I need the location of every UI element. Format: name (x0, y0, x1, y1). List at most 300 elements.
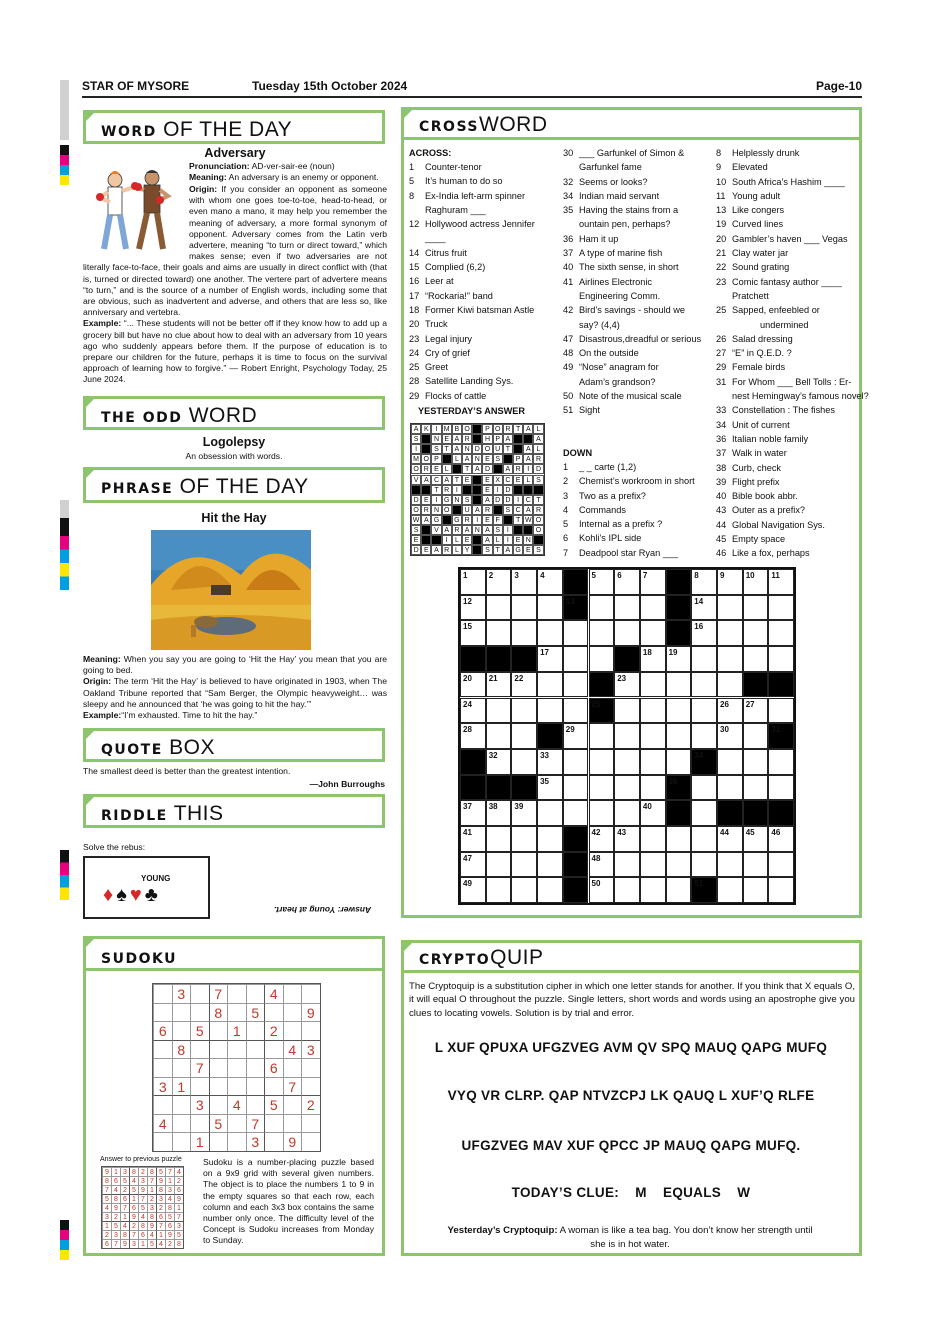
answer-black-cell (421, 444, 431, 454)
grid-cell[interactable] (460, 569, 486, 595)
grid-cell[interactable] (768, 877, 794, 903)
grid-cell[interactable] (640, 672, 666, 698)
grid-cell[interactable] (537, 800, 563, 826)
sudoku-cell[interactable] (227, 1058, 246, 1077)
grid-cell[interactable] (537, 698, 563, 724)
sudoku-cell[interactable]: 7 (246, 1114, 265, 1133)
grid-cell[interactable] (666, 852, 692, 878)
grid-cell[interactable] (589, 620, 615, 646)
answer-cell: V (411, 475, 421, 485)
grid-cell[interactable] (563, 800, 589, 826)
answer-cell: A (452, 444, 462, 454)
pron: AD-ver-sair-ee (noun) (251, 161, 335, 171)
sudoku-cell[interactable]: 5 (264, 1095, 283, 1114)
sudoku-cell[interactable] (246, 1058, 265, 1077)
sudoku-cell[interactable]: 6 (153, 1021, 172, 1040)
grid-cell[interactable] (614, 800, 640, 826)
answer-black-cell (493, 505, 503, 515)
grid-cell[interactable] (563, 723, 589, 749)
grid-cell[interactable] (486, 877, 512, 903)
sudoku-cell[interactable] (264, 1040, 283, 1059)
answer-cell: I (431, 424, 441, 434)
grid-cell[interactable] (640, 595, 666, 621)
grid-cell[interactable] (486, 698, 512, 724)
grid-cell[interactable] (743, 698, 769, 724)
grid-cell[interactable] (743, 775, 769, 801)
grid-cell[interactable] (563, 672, 589, 698)
sudoku-cell[interactable] (153, 984, 172, 1003)
grid-cell[interactable] (511, 723, 537, 749)
cell-number: 12 (463, 596, 472, 606)
answer-cell: O (533, 515, 543, 525)
sudoku-cell[interactable] (283, 1114, 302, 1133)
sudoku-cell[interactable] (283, 984, 302, 1003)
sudoku-cell[interactable] (246, 1040, 265, 1059)
sudoku-cell[interactable] (153, 1132, 172, 1151)
grid-cell[interactable] (589, 852, 615, 878)
grid-cell[interactable] (460, 595, 486, 621)
clue-number: 7 (563, 547, 569, 558)
grid-cell[interactable] (691, 723, 717, 749)
grid-cell[interactable] (614, 698, 640, 724)
grid-cell[interactable] (537, 775, 563, 801)
black-cell (563, 852, 589, 878)
grid-cell[interactable] (614, 826, 640, 852)
grid-cell[interactable] (486, 749, 512, 775)
clue-row (563, 160, 701, 174)
grid-cell[interactable] (537, 672, 563, 698)
grid-cell[interactable] (537, 620, 563, 646)
grid-cell[interactable] (589, 775, 615, 801)
grid-cell[interactable] (743, 877, 769, 903)
sudoku-cell[interactable] (190, 1077, 209, 1096)
sudoku-cell[interactable]: 5 (246, 1003, 265, 1022)
grid-cell[interactable] (537, 826, 563, 852)
grid-cell[interactable] (768, 569, 794, 595)
answer-cell: D (411, 495, 421, 505)
clue-text: “E” in Q.E.D. ? (732, 348, 792, 359)
sudoku-answer-cell: 6 (165, 1221, 174, 1230)
sudoku-cell[interactable]: 1 (227, 1021, 246, 1040)
grid-cell[interactable] (666, 698, 692, 724)
grid-cell[interactable] (511, 620, 537, 646)
grid-cell[interactable] (486, 852, 512, 878)
grid-cell[interactable] (614, 672, 640, 698)
grid-cell[interactable] (691, 672, 717, 698)
sudoku-cell[interactable] (246, 1095, 265, 1114)
grid-cell[interactable] (768, 620, 794, 646)
sudoku-answer-cell: 1 (138, 1239, 147, 1248)
grid-cell[interactable] (614, 595, 640, 621)
sudoku-cell[interactable] (264, 1077, 283, 1096)
answer-cell: A (503, 434, 513, 444)
sudoku-cell[interactable] (172, 1095, 191, 1114)
grid-cell[interactable] (460, 826, 486, 852)
cq-intro: The Cryptoquip is a substitution cipher in which one letter stands for another. If you think that X equals O, it will equal O throughout the puzzle. Single letters, short words and words using an apostrophe give you clues to locating vowels. Solution is by trial and error. (409, 981, 855, 1019)
sudoku-cell[interactable]: 4 (283, 1040, 302, 1059)
grid-cell[interactable] (768, 698, 794, 724)
grid-cell[interactable] (717, 620, 743, 646)
black-cell (768, 672, 794, 698)
grid-cell[interactable] (691, 775, 717, 801)
grid-cell[interactable] (511, 749, 537, 775)
sudoku-cell[interactable] (209, 1040, 228, 1059)
sudoku-cell[interactable]: 8 (172, 1040, 191, 1059)
grid-cell[interactable] (614, 749, 640, 775)
sudoku-cell[interactable]: 7 (209, 984, 228, 1003)
grid-cell[interactable] (537, 877, 563, 903)
grid-cell[interactable] (768, 775, 794, 801)
grid-cell[interactable] (589, 877, 615, 903)
sudoku-cell[interactable] (172, 1058, 191, 1077)
sudoku-cell[interactable]: 9 (283, 1132, 302, 1151)
sudoku-cell[interactable] (301, 984, 320, 1003)
sudoku-cell[interactable] (153, 1040, 172, 1059)
answer-black-cell (442, 454, 452, 464)
grid-cell[interactable] (717, 698, 743, 724)
grid-cell[interactable] (640, 775, 666, 801)
answer-cell: D (503, 495, 513, 505)
sudoku-cell[interactable] (227, 1077, 246, 1096)
phrase-meaning: When you say you are going to ‘Hit the Hay’ you mean that you are going to bed. (83, 654, 387, 676)
cell-number: 3 (514, 571, 519, 580)
grid-cell[interactable] (589, 646, 615, 672)
clue-text: Helplessly drunk (732, 148, 800, 158)
answer-cell: G (513, 545, 523, 555)
grid-cell[interactable] (717, 646, 743, 672)
grid-cell[interactable] (691, 620, 717, 646)
grid-cell[interactable] (691, 569, 717, 595)
clue-number: 35 (563, 205, 574, 216)
grid-cell[interactable] (614, 620, 640, 646)
sudoku-cell[interactable] (153, 1095, 172, 1114)
grid-cell[interactable] (666, 749, 692, 775)
grid-cell[interactable] (743, 646, 769, 672)
sudoku-cell[interactable] (227, 1040, 246, 1059)
phrase-example: “I’m exhausted. Time to hit the hay.” (121, 710, 258, 721)
grid-cell[interactable] (743, 749, 769, 775)
down-label: DOWN (563, 448, 593, 458)
sudoku-cell[interactable]: 4 (153, 1114, 172, 1133)
sudoku-cell[interactable] (246, 1077, 265, 1096)
grid-cell[interactable] (563, 620, 589, 646)
sudoku-cell[interactable] (264, 1003, 283, 1022)
sudoku-cell[interactable]: 2 (301, 1095, 320, 1114)
grid-cell[interactable] (460, 723, 486, 749)
sudoku-answer-cell: 1 (111, 1167, 120, 1176)
sudoku-cell[interactable] (153, 1058, 172, 1077)
sudoku-cell[interactable]: 7 (190, 1058, 209, 1077)
grid-cell[interactable] (691, 800, 717, 826)
sudoku-cell[interactable]: 5 (190, 1021, 209, 1040)
sudoku-cell[interactable] (190, 1003, 209, 1022)
sudoku-cell[interactable] (283, 1095, 302, 1114)
sudoku-cell[interactable] (209, 1095, 228, 1114)
grid-cell[interactable] (640, 569, 666, 595)
sudoku-cell[interactable]: 3 (246, 1132, 265, 1151)
grid-cell[interactable] (537, 852, 563, 878)
sudoku-answer-cell: 4 (102, 1203, 111, 1212)
grid-cell[interactable] (717, 877, 743, 903)
clue-number: 39 (716, 476, 727, 487)
grid-cell[interactable] (666, 826, 692, 852)
grid-cell[interactable] (537, 749, 563, 775)
clue-row (409, 289, 535, 303)
grid-cell[interactable] (743, 569, 769, 595)
grid-cell[interactable] (691, 826, 717, 852)
sudoku-cell[interactable] (209, 1058, 228, 1077)
grid-cell[interactable] (589, 826, 615, 852)
grid-cell[interactable] (460, 698, 486, 724)
clue-number: 1 (409, 162, 415, 172)
grid-cell[interactable] (563, 698, 589, 724)
grid-cell[interactable] (563, 775, 589, 801)
clue-number: 20 (409, 319, 420, 330)
grid-cell[interactable] (614, 852, 640, 878)
sudoku-cell[interactable] (172, 1132, 191, 1151)
sudoku-cell[interactable] (227, 1132, 246, 1151)
answer-cell: A (411, 424, 421, 434)
sudoku-cell[interactable]: 4 (264, 984, 283, 1003)
grid-cell[interactable] (743, 852, 769, 878)
sudoku-answer-cell: 1 (129, 1194, 138, 1203)
sudoku-cell[interactable] (301, 1077, 320, 1096)
grid-cell[interactable] (614, 877, 640, 903)
black-cell (511, 646, 537, 672)
cell-number: 47 (463, 853, 472, 863)
sudoku-grid[interactable] (152, 983, 321, 1152)
answer-cell: E (513, 535, 523, 545)
grid-cell[interactable] (717, 569, 743, 595)
sudoku-cell[interactable]: 3 (301, 1040, 320, 1059)
grid-cell[interactable] (589, 723, 615, 749)
grid-cell[interactable] (614, 723, 640, 749)
grid-cell[interactable] (589, 569, 615, 595)
black-cell (589, 672, 615, 698)
grid-cell[interactable] (666, 672, 692, 698)
grid-cell[interactable] (717, 852, 743, 878)
grid-cell[interactable] (486, 595, 512, 621)
sudoku-cell[interactable]: 2 (264, 1021, 283, 1040)
grid-cell[interactable] (743, 723, 769, 749)
sudoku-cell[interactable]: 3 (190, 1095, 209, 1114)
grid-cell[interactable] (589, 800, 615, 826)
sudoku-cell[interactable] (209, 1132, 228, 1151)
answer-cell: A (523, 454, 533, 464)
grid-cell[interactable] (563, 749, 589, 775)
grid-cell[interactable] (691, 646, 717, 672)
sudoku-cell[interactable] (283, 1021, 302, 1040)
sudoku-cell[interactable] (209, 1021, 228, 1040)
clue-number: 5 (563, 519, 569, 530)
grid-cell[interactable] (640, 749, 666, 775)
grid-cell[interactable] (511, 877, 537, 903)
cell-number: 25 (591, 699, 601, 709)
grid-cell[interactable] (743, 595, 769, 621)
clue-number: 38 (716, 462, 727, 473)
clue-text: Gambler’s haven ___ Vegas (732, 233, 848, 244)
grid-cell[interactable] (460, 877, 486, 903)
answer-cell: A (523, 424, 533, 434)
grid-cell[interactable] (666, 646, 692, 672)
sudoku-cell[interactable]: 3 (153, 1077, 172, 1096)
grid-cell[interactable] (717, 826, 743, 852)
grid-cell[interactable] (589, 595, 615, 621)
grid-cell[interactable] (460, 852, 486, 878)
sudoku-cell[interactable] (301, 1021, 320, 1040)
cell-number: 35 (540, 776, 549, 786)
sudoku-answer-cell: 3 (156, 1194, 165, 1203)
sudoku-cell[interactable]: 5 (209, 1114, 228, 1133)
crossword-title-small: CROSS (419, 119, 479, 135)
grid-cell[interactable] (486, 723, 512, 749)
answer-cell: A (421, 475, 431, 485)
grid-cell[interactable] (768, 646, 794, 672)
cell-number: 5 (591, 571, 596, 580)
grid-cell[interactable] (640, 877, 666, 903)
clue-text: Global Navigation Sys. (732, 519, 825, 530)
grid-cell[interactable] (640, 852, 666, 878)
sudoku-cell[interactable] (301, 1132, 320, 1151)
grid-cell[interactable] (537, 646, 563, 672)
grid-cell[interactable] (640, 800, 666, 826)
sudoku-cell[interactable] (301, 1058, 320, 1077)
sudoku-cell[interactable] (283, 1058, 302, 1077)
cell-number: 33 (540, 750, 549, 760)
grid-cell[interactable] (589, 749, 615, 775)
clue-row (563, 517, 695, 531)
grid-cell[interactable] (486, 672, 512, 698)
grid-cell[interactable] (511, 672, 537, 698)
clue-number: 24 (409, 347, 420, 358)
grid-cell[interactable] (768, 852, 794, 878)
sudoku-cell[interactable] (190, 1040, 209, 1059)
sudoku-answer-cell: 4 (174, 1167, 183, 1176)
sudoku-cell[interactable]: 1 (172, 1077, 191, 1096)
grid-cell[interactable] (717, 775, 743, 801)
grid-cell[interactable] (640, 723, 666, 749)
grid-cell[interactable] (768, 826, 794, 852)
grid-cell[interactable] (717, 672, 743, 698)
sudoku-cell[interactable]: 6 (264, 1058, 283, 1077)
sudoku-answer-cell: 5 (120, 1176, 129, 1185)
grid-cell[interactable] (614, 569, 640, 595)
sudoku-cell[interactable] (264, 1132, 283, 1151)
answer-cell: F (493, 515, 503, 525)
sudoku-cell[interactable]: 4 (227, 1095, 246, 1114)
sudoku-cell[interactable] (264, 1114, 283, 1133)
grid-cell[interactable] (511, 826, 537, 852)
sudoku-cell[interactable] (190, 1114, 209, 1133)
clue-row (716, 246, 869, 260)
grid-cell[interactable] (537, 569, 563, 595)
answer-cell: A (472, 464, 482, 474)
grid-cell[interactable] (691, 852, 717, 878)
clue-row (409, 260, 535, 274)
grid-cell[interactable] (511, 800, 537, 826)
black-cell (460, 749, 486, 775)
grid-cell[interactable] (511, 852, 537, 878)
answer-cell: L (493, 535, 503, 545)
grid-cell[interactable] (717, 595, 743, 621)
sudoku-cell[interactable]: 3 (172, 984, 191, 1003)
sudoku-cell[interactable] (227, 1114, 246, 1133)
grid-cell[interactable] (486, 800, 512, 826)
sudoku-cell[interactable] (227, 1003, 246, 1022)
grid-cell[interactable] (537, 595, 563, 621)
sudoku-cell[interactable] (227, 984, 246, 1003)
sudoku-cell[interactable]: 8 (209, 1003, 228, 1022)
answer-cell: E (482, 485, 492, 495)
cell-number: 34 (694, 750, 704, 760)
clue-text: Complied (6,2) (425, 262, 486, 273)
grid-cell[interactable] (743, 826, 769, 852)
grid-cell[interactable] (691, 595, 717, 621)
sudoku-cell[interactable] (246, 984, 265, 1003)
grid-cell[interactable] (691, 698, 717, 724)
answer-cell: I (523, 464, 533, 474)
sudoku-cell[interactable] (153, 1003, 172, 1022)
sudoku-cell[interactable]: 1 (190, 1132, 209, 1151)
grid-cell[interactable] (511, 595, 537, 621)
cell-number: 32 (488, 750, 498, 760)
sudoku-cell[interactable]: 9 (301, 1003, 320, 1022)
sudoku-cell[interactable] (172, 1021, 191, 1040)
grid-cell[interactable] (640, 698, 666, 724)
grid-cell[interactable] (511, 698, 537, 724)
grid-cell[interactable] (614, 775, 640, 801)
sudoku-cell[interactable] (190, 984, 209, 1003)
grid-cell[interactable] (486, 620, 512, 646)
grid-cell[interactable] (768, 749, 794, 775)
grid-cell[interactable] (666, 877, 692, 903)
grid-cell[interactable] (563, 646, 589, 672)
grid-cell[interactable] (640, 646, 666, 672)
grid-cell[interactable] (640, 826, 666, 852)
answer-cell: E (421, 545, 431, 555)
sudoku-cell[interactable]: 7 (283, 1077, 302, 1096)
grid-cell[interactable] (486, 569, 512, 595)
clue-row (716, 303, 869, 317)
grid-cell[interactable] (666, 723, 692, 749)
answer-cell: S (533, 545, 543, 555)
sudoku-cell[interactable] (246, 1021, 265, 1040)
grid-cell[interactable] (486, 826, 512, 852)
grid-cell[interactable] (460, 672, 486, 698)
sudoku-cell[interactable] (172, 1003, 191, 1022)
sudoku-answer-cell: 3 (147, 1203, 156, 1212)
answer-cell: M (411, 454, 421, 464)
sudoku-cell[interactable] (283, 1003, 302, 1022)
clue-text: Female birds (732, 362, 786, 373)
black-cell (691, 877, 717, 903)
grid-cell[interactable] (460, 800, 486, 826)
grid-cell[interactable] (717, 723, 743, 749)
sudoku-cell[interactable] (209, 1077, 228, 1096)
sudoku-answer-cell: 5 (129, 1185, 138, 1194)
grid-cell[interactable] (768, 595, 794, 621)
grid-cell[interactable] (743, 620, 769, 646)
grid-cell[interactable] (460, 620, 486, 646)
sudoku-cell[interactable] (301, 1114, 320, 1133)
grid-cell[interactable] (511, 569, 537, 595)
clue-row (716, 346, 869, 360)
grid-cell[interactable] (640, 620, 666, 646)
sudoku-answer-cell: 6 (174, 1185, 183, 1194)
sudoku-cell[interactable] (172, 1114, 191, 1133)
grid-cell[interactable] (717, 749, 743, 775)
answer-cell: S (411, 525, 421, 535)
